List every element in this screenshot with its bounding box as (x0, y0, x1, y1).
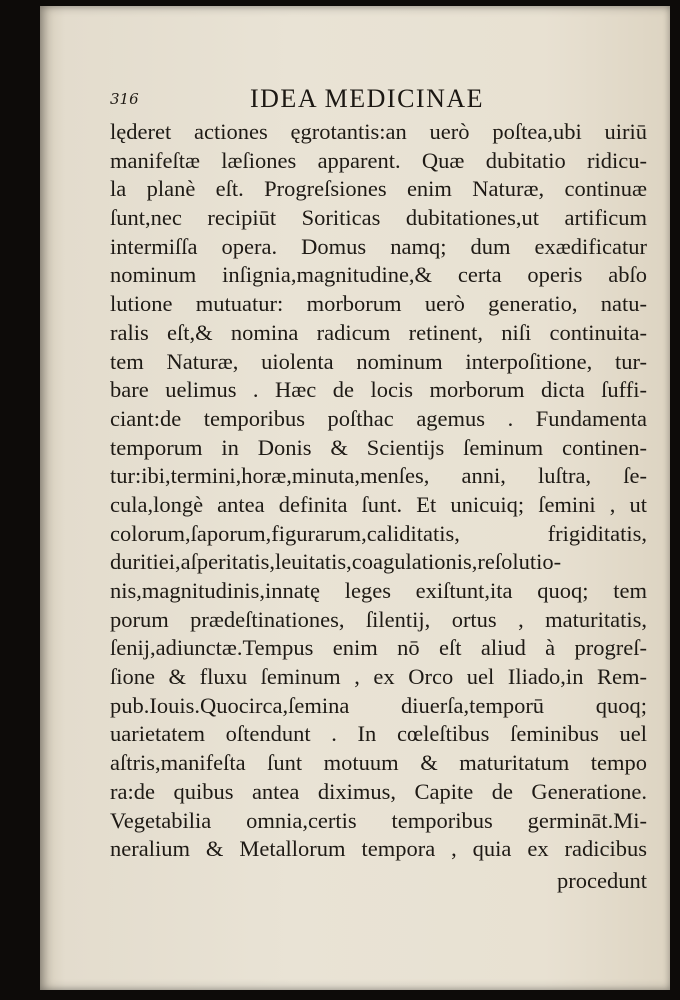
text-line: ciant:de temporibus poſthac agemus . Fundamenta (110, 405, 647, 431)
text-line: colorum,ſaporum,figurarum,caliditatis, frigiditatis, (110, 520, 647, 546)
text-line: bare uelimus . Hæc de locis morborum dicta ſuffi- (110, 377, 647, 403)
text-line: nis,magnitudinis,innatę leges exiſtunt,ita quoq; tem (110, 578, 647, 603)
body-text (110, 118, 655, 864)
text-line: lutione mutuatur: morborum uerò generatio, natu- (110, 291, 647, 317)
text-line: la planè eſt. Progreſsiones enim Naturæ, continuæ (110, 176, 647, 202)
text-line: ſione & fluxu ſeminum , ex Orco uel Iliado,in Rem- (110, 664, 647, 690)
text-line: tur:ibi,termini,horæ,minuta,menſes, anni, luſtra, ſe- (110, 463, 647, 489)
text-line: aſtris,manifeſta ſunt motuum & maturitatum tempo (110, 750, 647, 776)
text-line: uarietatem oſtendunt . In cœleſtibus ſeminibus uel (110, 721, 647, 747)
page-number: 316 (110, 90, 139, 108)
page-header (110, 78, 655, 118)
page-sheet (40, 6, 670, 990)
text-line: temporum in Donis & Scientijs ſeminum continen- (110, 434, 647, 460)
text-line: porum prædeſtinationes, ſilentij, ortus , maturitatis, (110, 606, 647, 632)
text-line: lęderet actiones ęgrotantis:an uerò poſtea,ubi uiriū (110, 119, 647, 144)
text-line: duritiei,aſperitatis,leuitatis,coagulationis,reſolutio- (110, 549, 562, 575)
text-line: neralium & Metallorum tempora , quia ex radicibus (110, 836, 647, 862)
text-line: ra:de quibus antea diximus, Capite de Generatione. (110, 778, 647, 804)
text-line: ſenij,adiunctæ.Tempus enim nō eſt aliud à progreſ- (110, 635, 647, 661)
text-line: pub.Iouis.Quocirca,ſemina diuerſa,temporū quoq; (110, 692, 647, 718)
text-line: intermiſſa opera. Domus namq; dum exædificatur (110, 233, 647, 259)
text-line: Vegetabilia omnia,certis temporibus germināt.Mi- (110, 807, 647, 833)
text-block (110, 78, 655, 896)
running-title: IDEA MEDICINAE (250, 84, 485, 113)
text-line: ralis eſt,& nomina radicum retinent, niſi continuita- (110, 319, 647, 345)
text-line: nominum inſignia,magnitudine,& certa operis abſo (110, 262, 647, 288)
catchword: procedunt (557, 867, 647, 893)
text-line: manifeſtæ læſiones apparent. Quæ dubitatio ridicu- (110, 147, 647, 173)
text-line: cula,longè antea definita ſunt. Et unicuiq; ſemini , ut (110, 491, 647, 517)
text-line: tem Naturæ, uiolenta nominum interpoſitione, tur- (110, 348, 647, 374)
text-line: ſunt,nec recipiūt Soriticas dubitationes,ut artificum (110, 205, 647, 231)
